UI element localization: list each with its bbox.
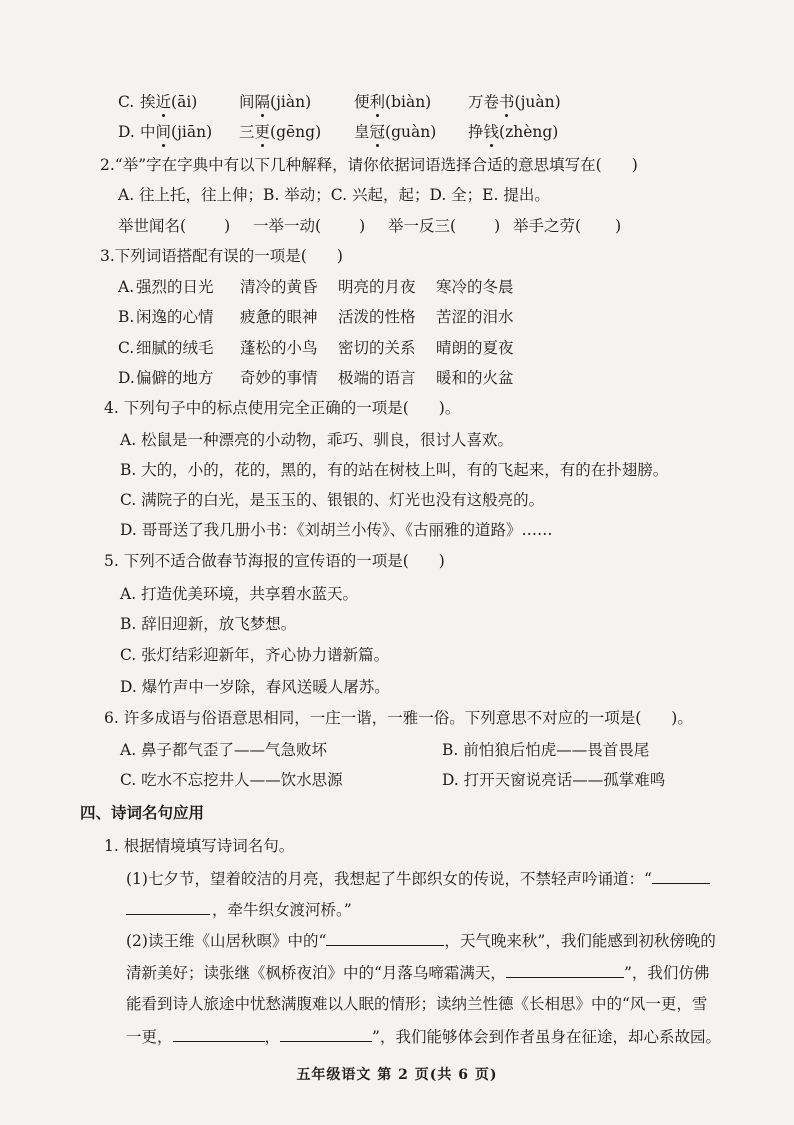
q6-stem: 6. 许多成语与俗语意思相同，一庄一谐，一雅一俗。下列意思不对应的一项是( )。 [104, 709, 693, 727]
q6-option-c: C. 吃水不忘挖井人——饮水思源 [120, 771, 343, 789]
emphasis-dot [162, 114, 165, 117]
answer-blank[interactable] [506, 961, 624, 978]
pinyin-item: 挨近 (āi) [140, 92, 197, 112]
word-item: 举世闻名( ) [118, 217, 231, 235]
q4-stem: 4. 下列句子中的标点使用完全正确的一项是( )。 [104, 399, 461, 417]
answer-blank[interactable] [326, 929, 444, 946]
q2-words [118, 216, 638, 236]
emphasis-dot [162, 144, 165, 147]
s4-p2-line1: (2)读王维《山居秋暝》中的“ ，天气晚来秋”，我们能感到初秋傍晚的 [126, 929, 716, 951]
s4-p2-line4: 一更， ， ”，我们能够体会到作者虽身在征途，却心系故园。 [126, 1025, 721, 1047]
answer-blank[interactable] [280, 1025, 372, 1042]
s4-p1-line1: (1)七夕节，望着皎洁的月亮，我想起了牛郎织女的传说，不禁轻声吟诵道：“ [126, 867, 710, 889]
q4-option-c: C. 满院子的白光，是玉玉的、银银的、灯光也没有这般亮的。 [120, 491, 545, 509]
s4-p2-line3: 能看到诗人旅途中忧愁满腹难以人眠的情形；读纳兰性德《长相思》中的“风一更，雪 [126, 995, 708, 1013]
emphasis-dot [490, 144, 493, 147]
q6-option-a: A. 鼻子都气歪了——气急败坏 [120, 741, 328, 759]
word-item: 举一反三( ) [388, 217, 501, 235]
pinyin-item: 中间 (jiān) [140, 122, 212, 142]
option-label: C. [118, 93, 135, 111]
emphasis-dot [376, 114, 379, 117]
emphasis-dot [505, 114, 508, 117]
answer-blank[interactable] [126, 898, 210, 915]
q4-option-b: B. 大的，小的，花的，黑的，有的站在树枝上叫，有的飞起来，有的在扑翅膀。 [120, 461, 669, 479]
q6-option-b: B. 前怕狼后怕虎——畏首畏尾 [442, 741, 650, 759]
pinyin-item: 便利 (biàn) [354, 92, 431, 112]
emphasis-dot [261, 114, 264, 117]
q3-option-b: B. 闲逸的心情 疲惫的眼神 活泼的性格 苦涩的泪水 [118, 308, 514, 326]
pinyin-item: 三更 (gēng) [239, 122, 321, 142]
q5-option-c: C. 张灯结彩迎新年，齐心协力谱新篇。 [120, 646, 390, 664]
s4-p1-line2: ，牵牛织女渡河桥。” [126, 898, 352, 920]
q2-meanings: A. 往上托，往上伸；B. 举动；C. 兴起，起；D. 全；E. 提出。 [118, 186, 550, 204]
answer-blank[interactable] [173, 1025, 265, 1042]
pinyin-item: 皇冠 (guàn) [354, 122, 436, 142]
page-footer: 五年级语文 第 2 页(共 6 页) [296, 1067, 498, 1083]
q3-option-d: D. 偏僻的地方 奇妙的事情 极端的语言 暖和的火盆 [118, 369, 514, 387]
q4-option-d: D. 哥哥送了我几册小书：《刘胡兰小传》、《古丽雅的道路》…… [120, 521, 553, 539]
q5-option-b: B. 辞旧迎新，放飞梦想。 [120, 615, 297, 633]
section-heading: 四、诗词名句应用 [80, 803, 205, 822]
pinyin-item: 挣钱 (zhèng) [468, 122, 558, 142]
emphasis-dot [376, 144, 379, 147]
q3-option-c: C. 细腻的绒毛 蓬松的小鸟 密切的关系 晴朗的夏夜 [118, 339, 514, 357]
q4-option-a: A. 松鼠是一种漂亮的小动物，乖巧、驯良，很讨人喜欢。 [120, 431, 514, 449]
word-item: 举手之劳( ) [513, 217, 622, 235]
s4-q1-stem: 1. 根据情境填写诗词名句。 [104, 837, 295, 855]
q5-option-d: D. 爆竹声中一岁除，春风送暖人屠苏。 [120, 678, 390, 696]
option-label: D. [118, 123, 135, 141]
q5-stem: 5. 下列不适合做春节海报的宣传语的一项是( ) [104, 552, 445, 570]
emphasis-dot [261, 144, 264, 147]
s4-p2-line2: 清新美好；读张继《枫桥夜泊》中的“月落乌啼霜满天， ”，我们仿佛 [126, 961, 709, 983]
word-item: 一举一动( ) [253, 217, 366, 235]
q3-option-a: A. 强烈的日光 清冷的黄昏 明亮的月夜 寒冷的冬晨 [118, 278, 514, 296]
answer-blank[interactable] [652, 867, 710, 884]
pinyin-item: 间隔 (jiàn) [239, 92, 311, 112]
q3-stem: 3.下列词语搭配有误的一项是( ) [100, 247, 343, 265]
q2-stem: 2.“举”字在字典中有以下几种解释，请你依据词语选择合适的意思填写在( ) [100, 156, 638, 174]
q5-option-a: A. 打造优美环境，共享碧水蓝天。 [120, 585, 359, 603]
pinyin-item: 万卷书 (juàn) [468, 92, 561, 112]
q6-option-d: D. 打开天窗说亮话——孤掌难鸣 [442, 771, 666, 789]
